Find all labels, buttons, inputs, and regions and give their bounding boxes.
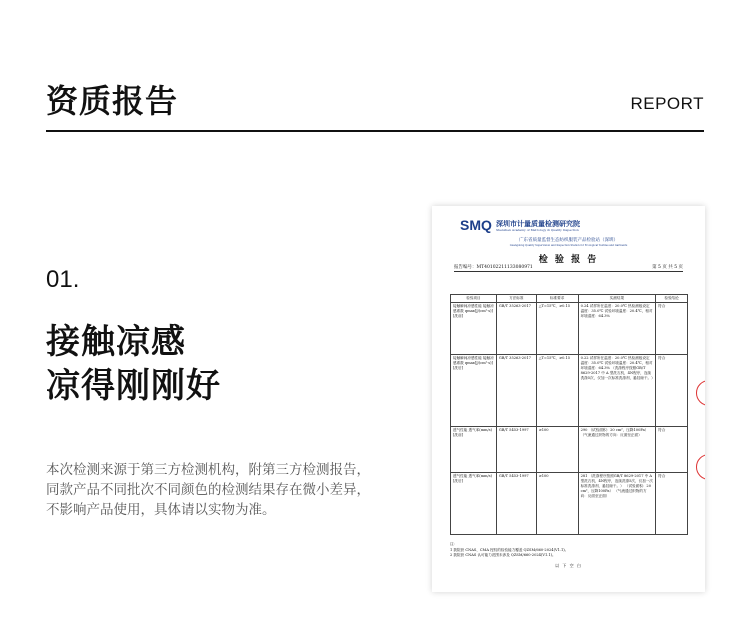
table-row [451,427,688,473]
smq-logo: SMQ [460,217,492,233]
section-number: 01. [46,266,80,293]
cell-result: 281 （洗涤程序按照GB/T 8629-2017 中 A 型洗衣机，4N程序，连续洗涤5次，仅加一次标准洗涤剂，悬挂晾干。） （试验面积：20 cm²，压降100Pa） （气流通过织物的方向：反面至正面） [578,473,656,535]
results-table [450,294,688,535]
cell-conclusion: 符合 [656,473,688,535]
headline-line-1: 接触凉感 [46,322,186,362]
red-seal-stamp [696,380,705,406]
cell-requirement: ≥100 [536,473,578,535]
table-row [451,355,688,427]
note-line: 2 我院获 CNAS 认可能力范围未涉及 QZSM/660-2024(V1.1)。 [450,553,556,557]
cell-result: 0.22 试样所在温度：20.0℃ 热检测板设定温度：35.0℃ 试验环境温度：20.4℃，相对环境湿度：64.3% （洗涤程序按照GB/T 8629-2017 中 A 型洗衣机，4N程序，连续洗涤5次，仅加一次标准洗涤剂，悬挂晾干。） [578,355,656,427]
report-notes [450,542,568,559]
red-seal-stamp [696,454,705,480]
column-header: 实测结果 [578,295,656,303]
column-header: 检验结论 [656,295,688,303]
org-name: 深圳市计量质量检测研究院 [496,219,580,228]
lab-name: 广东省质量监督生态纺织服装产品检验站（深圳） [519,238,618,243]
blank-below-label: 以 下 空 白 [555,563,582,568]
lab-name-en: Guangdong Quality Supervision and Inspection Station for Ecological Textiles and Garments [509,244,628,247]
cell-item: 接触瞬间凉感性能 接触凉感系数 qmax[J/(cm²·s)] [洗前] [451,303,497,355]
report-number: 报告编号：MT40102211133080971 [454,265,533,270]
cell-requirement: ≥100 [536,427,578,473]
column-header: 标准要求 [536,295,578,303]
cell-method: GB/T 35263-2017 [496,303,536,355]
cell-conclusion: 符合 [656,427,688,473]
column-header: 方法标准 [496,295,536,303]
document-title: 检 验 报 告 [538,255,599,265]
page-number: 第 5 页 共 5 页 [652,265,683,270]
cell-item: 接触瞬间凉感性能 接触凉感系数 qmax[J/(cm²·s)] [洗后] [451,355,497,427]
cell-item: 透气性能 透气率(mm/s) [洗前] [451,427,497,473]
document-divider [454,271,683,272]
cell-conclusion: 符合 [656,355,688,427]
description [46,460,370,520]
cell-result: 0.24 试样所在温度：20.0℃ 热检测板设定温度：35.0℃ 试验环境温度：20.4℃，相对环境湿度：64.3% [578,303,656,355]
cell-method: GB/T 5453-1997 [496,473,536,535]
cell-method: GB/T 35263-2017 [496,355,536,427]
org-name-en: Shenzhen Academy of Metrology & Quality Inspection [496,228,579,232]
description-line: 同款产品不同批次不同颜色的检测结果存在微小差异， [46,482,370,498]
column-header: 检验项目 [451,295,497,303]
table-row [451,303,688,355]
description-line: 本次检测来源于第三方检测机构，附第三方检测报告， [46,462,370,478]
cell-item: 透气性能 透气率(mm/s) [洗后] [451,473,497,535]
description-line: 不影响产品使用，具体请以实物为准。 [46,502,276,518]
cell-method: GB/T 5453-1997 [496,427,536,473]
cell-result: 290 （试验面积：20 cm²，压降100Pa） （气流通过织物的方向：反面至正面） [578,427,656,473]
note-line: 注： [450,542,458,546]
note-line: 1 我院获 CNAS、CMA 授权的检验能力覆盖 QZSM/660-2024(V1.1)。 [450,547,569,552]
report-document [432,206,705,592]
table-header-row [451,295,688,303]
table-row [451,473,688,535]
page-subtitle: REPORT [630,94,704,113]
headline-line-2: 凉得刚刚好 [46,366,221,406]
page-title: 资质报告 [46,82,179,120]
cell-conclusion: 符合 [656,303,688,355]
cell-requirement: △T=15℃，≥0.15 [536,303,578,355]
cell-requirement: △T=15℃，≥0.15 [536,355,578,427]
header-divider [46,130,704,132]
